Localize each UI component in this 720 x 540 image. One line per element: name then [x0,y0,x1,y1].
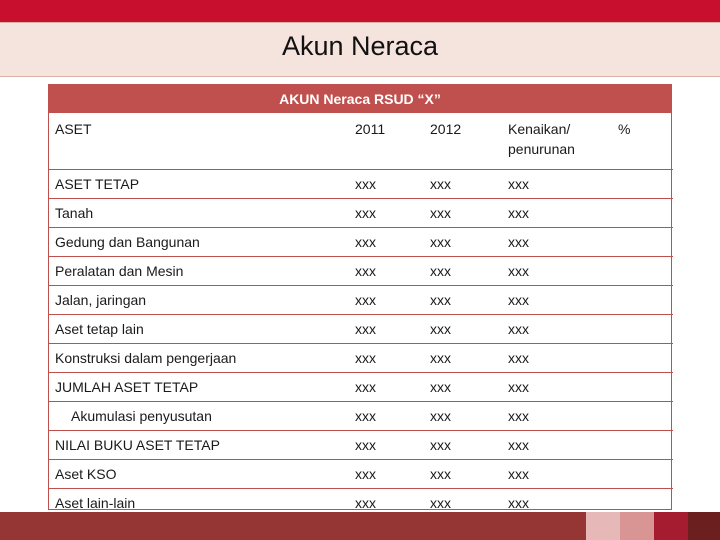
row-label: Tanah [49,199,349,228]
table-row [49,402,673,431]
row-label: Aset KSO [49,460,349,489]
cell-2011: xxx [349,489,424,518]
strip-segment [0,512,482,540]
cell-percent [612,170,673,199]
row-label: Aset lain-lain [49,489,349,518]
cell-2012: xxx [424,460,502,489]
cell-2011: xxx [349,373,424,402]
table-row [49,315,673,344]
header-percent: % [618,121,631,137]
header-row [49,113,673,170]
cell-2012: xxx [424,402,502,431]
row-label: Peralatan dan Mesin [49,257,349,286]
cell-change: xxx [502,170,612,199]
cell-change: xxx [502,228,612,257]
cell-change: xxx [502,460,612,489]
cell-2012: xxx [424,286,502,315]
balance-grid [49,113,673,517]
cell-2011: xxx [349,170,424,199]
table-row [49,344,673,373]
row-label: Gedung dan Bangunan [49,228,349,257]
cell-percent [612,199,673,228]
table-caption: AKUN Neraca RSUD “X” [49,85,671,113]
header-2011: 2011 [355,121,386,137]
row-label: ASET TETAP [49,170,349,199]
cell-percent [612,402,673,431]
cell-percent [612,431,673,460]
strip-segment [586,512,620,540]
table-row [49,199,673,228]
strip-segment [620,512,654,540]
cell-change: xxx [502,315,612,344]
table-row [49,228,673,257]
cell-2012: xxx [424,489,502,518]
table-row [49,460,673,489]
cell-2011: xxx [349,257,424,286]
cell-percent [612,315,673,344]
strip-segment [482,512,586,540]
cell-2012: xxx [424,257,502,286]
cell-percent [612,257,673,286]
bottom-color-strip [0,512,720,540]
cell-2012: xxx [424,373,502,402]
row-label: Akumulasi penyusutan [49,402,349,431]
title-band [0,22,720,77]
cell-2011: xxx [349,228,424,257]
cell-2012: xxx [424,431,502,460]
table-row [49,257,673,286]
cell-2012: xxx [424,199,502,228]
cell-change: xxx [502,344,612,373]
row-label: Aset tetap lain [49,315,349,344]
cell-change: xxx [502,489,612,518]
table-row [49,431,673,460]
cell-2012: xxx [424,170,502,199]
row-label: JUMLAH ASET TETAP [49,373,349,402]
cell-2012: xxx [424,344,502,373]
cell-change: xxx [502,431,612,460]
table-row [49,286,673,315]
cell-2011: xxx [349,315,424,344]
cell-percent [612,344,673,373]
cell-percent [612,228,673,257]
row-label: Jalan, jaringan [49,286,349,315]
cell-2011: xxx [349,344,424,373]
table-row [49,170,673,199]
row-label: NILAI BUKU ASET TETAP [49,431,349,460]
table-row [49,373,673,402]
cell-2012: xxx [424,228,502,257]
header-change: Kenaikan/ penurunan [508,121,575,157]
cell-change: xxx [502,286,612,315]
cell-2012: xxx [424,315,502,344]
cell-2011: xxx [349,402,424,431]
header-2012: 2012 [430,121,462,137]
cell-change: xxx [502,373,612,402]
cell-change: xxx [502,402,612,431]
cell-2011: xxx [349,199,424,228]
slide-title: Akun Neraca [281,31,439,61]
cell-2011: xxx [349,286,424,315]
strip-segment [688,512,720,540]
cell-change: xxx [502,257,612,286]
cell-percent [612,373,673,402]
row-label: Konstruksi dalam pengerjaan [49,344,349,373]
header-aset: ASET [55,121,92,137]
cell-percent [612,460,673,489]
top-accent-bar [0,0,720,22]
cell-percent [612,286,673,315]
balance-table [48,84,672,510]
cell-2011: xxx [349,431,424,460]
strip-segment [654,512,688,540]
cell-change: xxx [502,199,612,228]
cell-2011: xxx [349,460,424,489]
